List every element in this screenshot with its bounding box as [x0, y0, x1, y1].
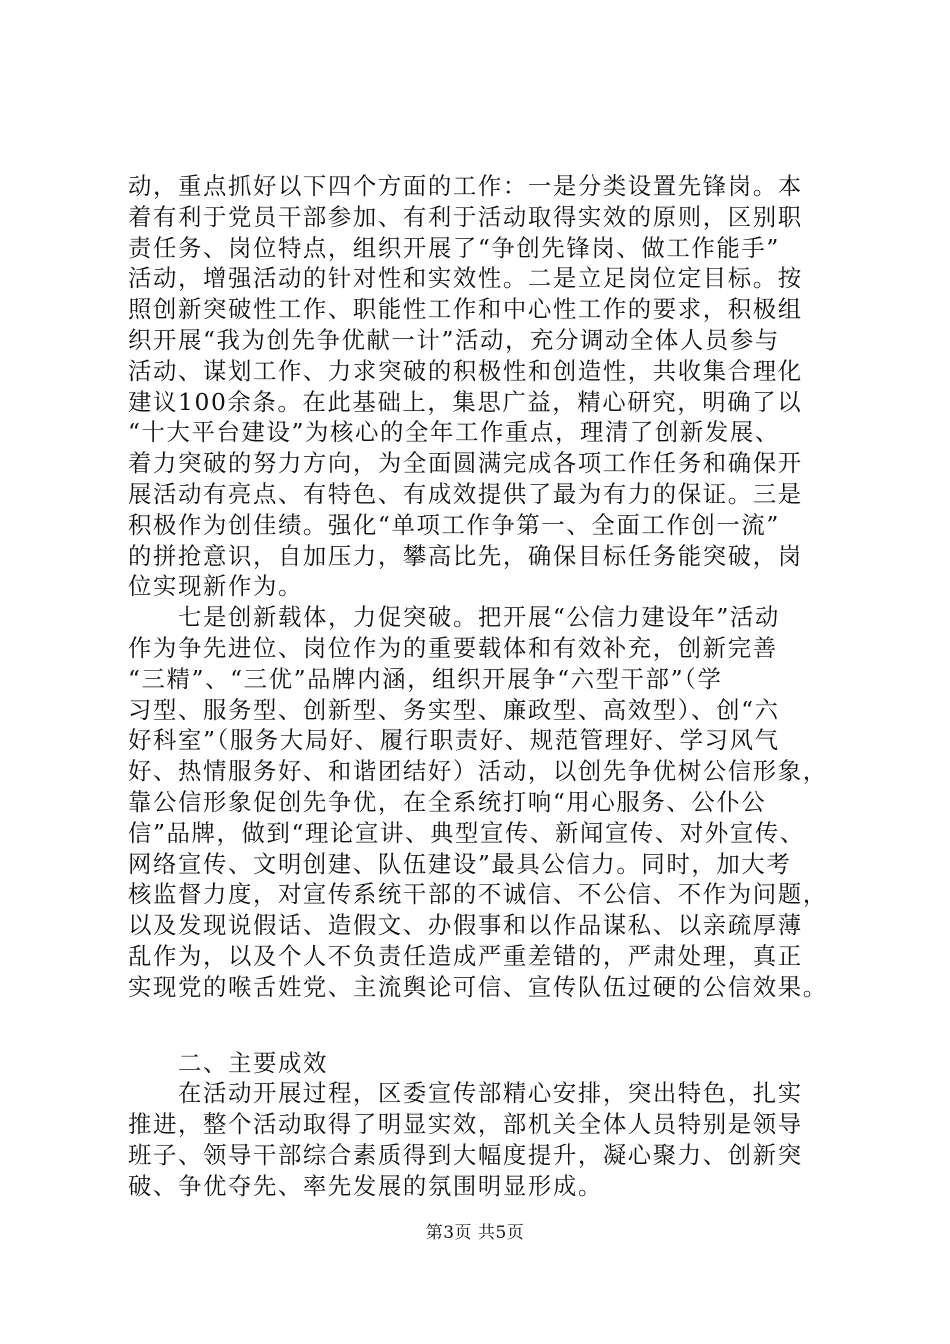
paragraph-1: [128, 171, 838, 602]
text-line: 责任务、岗位特点，组织开展了“争创先锋岗、做工作能手”: [128, 233, 780, 262]
text-line: 积极作为创佳绩。强化“单项工作争第一、全面工作创一流”: [128, 510, 780, 539]
page-footer: 第3页 共5页: [425, 1223, 525, 1243]
text-line: 以及发现说假话、造假文、办假事和以作品谋私、以亲疏厚薄: [128, 911, 803, 940]
text-line: 着有利于党员干部参加、有利于活动取得实效的原则，区别职: [128, 202, 803, 231]
text-line: 的拼抢意识，自加压力，攀高比先，确保目标任务能突破，岗: [128, 541, 803, 570]
text-line: “十大平台建设”为核心的全年工作重点，理清了创新发展、: [128, 418, 780, 447]
text-line: 实现党的喉舌姓党、主流舆论可信、宣传队伍过硬的公信效果。: [128, 972, 828, 1001]
text-line: 活动、谋划工作、力求突破的积极性和创造性，共收集合理化: [128, 356, 803, 385]
text-line: 信”品牌，做到“理论宣讲、典型宣传、新闻宣传、对外宣传、: [128, 818, 805, 847]
text-line: 核监督力度，对宣传系统干部的不诚信、不公信、不作为问题，: [128, 880, 828, 909]
text-line: “三精”、“三优”品牌内涵，组织开展争“六型干部”（学: [128, 664, 723, 693]
paragraph-3: [128, 1078, 838, 1201]
text-line: 推进，整个活动取得了明显实效，部机关全体人员特别是领导: [128, 1110, 803, 1139]
text-line: 照创新突破性工作、职能性工作和中心性工作的要求，积极组: [128, 295, 803, 324]
text-line: 在活动开展过程，区委宣传部精心安排，突出特色，扎实: [178, 1079, 803, 1108]
text-line: 作为争先进位、岗位作为的重要载体和有效补充，创新完善: [128, 633, 778, 662]
text-line: 乱作为，以及个人不负责任造成严重差错的，严肃处理，真正: [128, 941, 803, 970]
text-line: 织开展“我为创先争优献一计”活动，充分调动全体人员参与: [128, 325, 780, 354]
text-line: 建议100余条。在此基础上，集思广益，精心研究，明确了以: [128, 387, 803, 416]
text-line: 动，重点抓好以下四个方面的工作：一是分类设置先锋岗。本: [128, 172, 803, 200]
text-line: 着力突破的努力方向，为全面圆满完成各项工作任务和确保开: [128, 449, 803, 478]
text-line: 展活动有亮点、有特色、有成效提供了最为有力的保证。三是: [128, 479, 803, 508]
text-line: 活动，增强活动的针对性和实效性。二是立足岗位定目标。按: [128, 264, 803, 293]
text-line: 破、争优夺先、率先发展的氛围明显形成。: [128, 1171, 603, 1200]
text-line: 网络宣传、文明创建、队伍建设”最具公信力。同时，加大考: [128, 849, 792, 878]
text-line: 靠公信形象促创先争优，在全系统打响“用心服务、公仆公: [128, 787, 767, 816]
text-line: 好科室”（服务大局好、履行职责好、规范管理好、学习风气: [128, 726, 780, 755]
text-line: 习型、服务型、创新型、务实型、廉政型、高效型）、创“六: [128, 695, 780, 724]
text-line: 位实现新作为。: [128, 572, 303, 601]
section-spacer: [128, 1003, 838, 1048]
text-line: 好、热情服务好、和谐团结好）活动，以创先争优树公信形象，: [128, 757, 828, 786]
text-line: 班子、领导干部综合素质得到大幅度提升，凝心聚力、创新突: [128, 1140, 803, 1169]
paragraph-2: [128, 602, 838, 1002]
section-heading: 二、主要成效: [178, 1048, 328, 1077]
document-body: [128, 171, 838, 1202]
text-line: 七是创新载体，力促突破。把开展“公信力建设年”活动: [178, 603, 780, 632]
